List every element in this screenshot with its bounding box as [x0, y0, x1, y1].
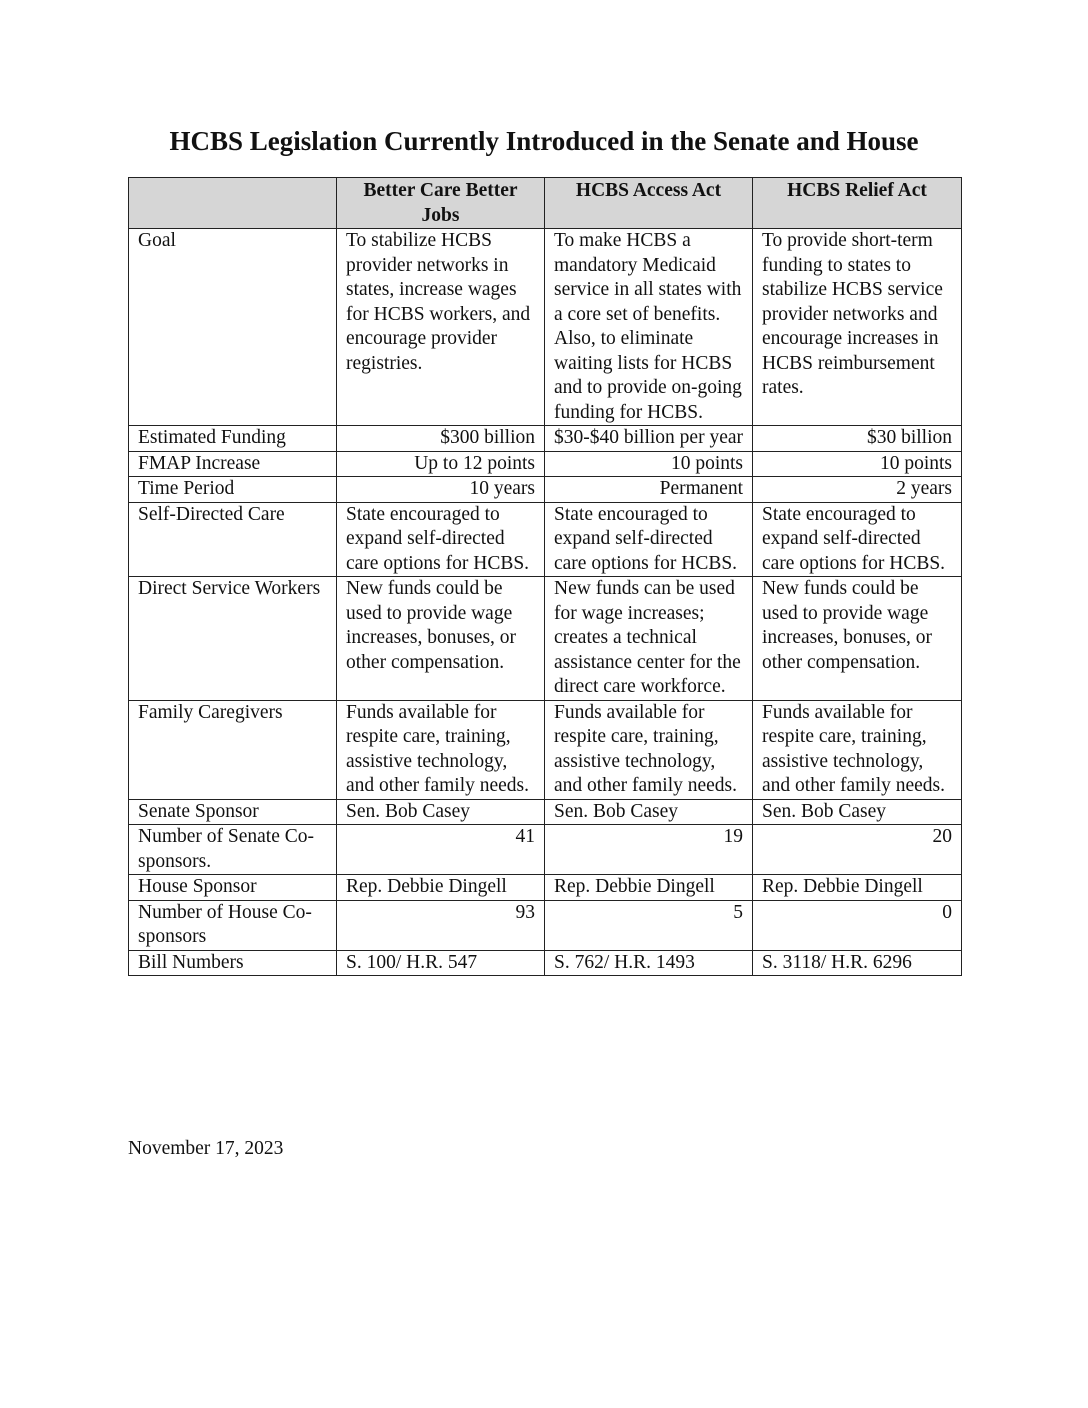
row-label: Family Caregivers	[129, 700, 337, 799]
table-row-family-caregivers	[129, 700, 962, 799]
table-cell: 10 points	[545, 451, 753, 477]
table-cell: 2 years	[753, 477, 962, 503]
document-date: November 17, 2023	[128, 1138, 284, 1159]
row-label: FMAP Increase	[129, 451, 337, 477]
header-hcbs-relief-act: HCBS Relief Act	[753, 178, 962, 229]
table-row-time-period	[129, 477, 962, 503]
row-label: Bill Numbers	[129, 950, 337, 976]
table-row-self-directed-care	[129, 502, 962, 577]
table-row-senate-cosponsors	[129, 825, 962, 875]
row-label: Number of Senate Co-sponsors.	[129, 825, 337, 875]
table-row-fmap-increase	[129, 451, 962, 477]
table-cell: To provide short-term funding to states to stabilize HCBS service provider networks and encourage increases in HCBS reimbursement rates.	[753, 229, 962, 426]
table-row-goal	[129, 229, 962, 426]
row-label: Time Period	[129, 477, 337, 503]
table-cell: Funds available for respite care, training, assistive technology, and other family needs.	[753, 700, 962, 799]
table-cell: $30 billion	[753, 426, 962, 452]
row-label: Goal	[129, 229, 337, 426]
table-cell: 5	[545, 900, 753, 950]
row-label: Number of House Co-sponsors	[129, 900, 337, 950]
legislation-comparison-table	[128, 177, 962, 976]
table-row-house-cosponsors	[129, 900, 962, 950]
table-row-estimated-funding	[129, 426, 962, 452]
table-row-bill-numbers	[129, 950, 962, 976]
table-cell: Permanent	[545, 477, 753, 503]
table-cell: New funds could be used to provide wage increases, bonuses, or other compensation.	[337, 577, 545, 701]
table-cell: 10 years	[337, 477, 545, 503]
table-cell: To make HCBS a mandatory Medicaid service in all states with a core set of benefits. Also, to eliminate waiting lists for HCBS and to provide on-going funding for HCBS.	[545, 229, 753, 426]
table-cell: Sen. Bob Casey	[545, 799, 753, 825]
table-row-house-sponsor	[129, 875, 962, 901]
table-cell: S. 3118/ H.R. 6296	[753, 950, 962, 976]
table-cell: Funds available for respite care, training, assistive technology, and other family needs.	[545, 700, 753, 799]
table-cell: 10 points	[753, 451, 962, 477]
table-cell: $30-$40 billion per year	[545, 426, 753, 452]
table-cell: 41	[337, 825, 545, 875]
table-cell: 20	[753, 825, 962, 875]
table-cell: $300 billion	[337, 426, 545, 452]
table-cell: Rep. Debbie Dingell	[753, 875, 962, 901]
table-header-row	[129, 178, 962, 229]
table-cell: S. 100/ H.R. 547	[337, 950, 545, 976]
table-cell: State encouraged to expand self-directed care options for HCBS.	[753, 502, 962, 577]
header-better-care-better-jobs: Better Care Better Jobs	[337, 178, 545, 229]
table-cell: New funds could be used to provide wage increases, bonuses, or other compensation.	[753, 577, 962, 701]
row-label: Estimated Funding	[129, 426, 337, 452]
table-cell: S. 762/ H.R. 1493	[545, 950, 753, 976]
table-cell: Rep. Debbie Dingell	[545, 875, 753, 901]
header-hcbs-access-act: HCBS Access Act	[545, 178, 753, 229]
row-label: Self-Directed Care	[129, 502, 337, 577]
row-label: House Sponsor	[129, 875, 337, 901]
table-cell: 0	[753, 900, 962, 950]
row-label: Senate Sponsor	[129, 799, 337, 825]
table-row-senate-sponsor	[129, 799, 962, 825]
table-cell: 19	[545, 825, 753, 875]
table-cell: To stabilize HCBS provider networks in states, increase wages for HCBS workers, and encourage provider registries.	[337, 229, 545, 426]
table-cell: Sen. Bob Casey	[753, 799, 962, 825]
table-row-direct-service-workers	[129, 577, 962, 701]
table-cell: Funds available for respite care, training, assistive technology, and other family needs.	[337, 700, 545, 799]
table-cell: Sen. Bob Casey	[337, 799, 545, 825]
table-cell: Rep. Debbie Dingell	[337, 875, 545, 901]
header-corner-cell	[129, 178, 337, 229]
table-cell: 93	[337, 900, 545, 950]
table-cell: State encouraged to expand self-directed care options for HCBS.	[545, 502, 753, 577]
page-title: HCBS Legislation Currently Introduced in the Senate and House	[169, 126, 919, 156]
table-cell: New funds can be used for wage increases; creates a technical assistance center for the direct care workforce.	[545, 577, 753, 701]
table-cell: Up to 12 points	[337, 451, 545, 477]
table-cell: State encouraged to expand self-directed care options for HCBS.	[337, 502, 545, 577]
row-label: Direct Service Workers	[129, 577, 337, 701]
